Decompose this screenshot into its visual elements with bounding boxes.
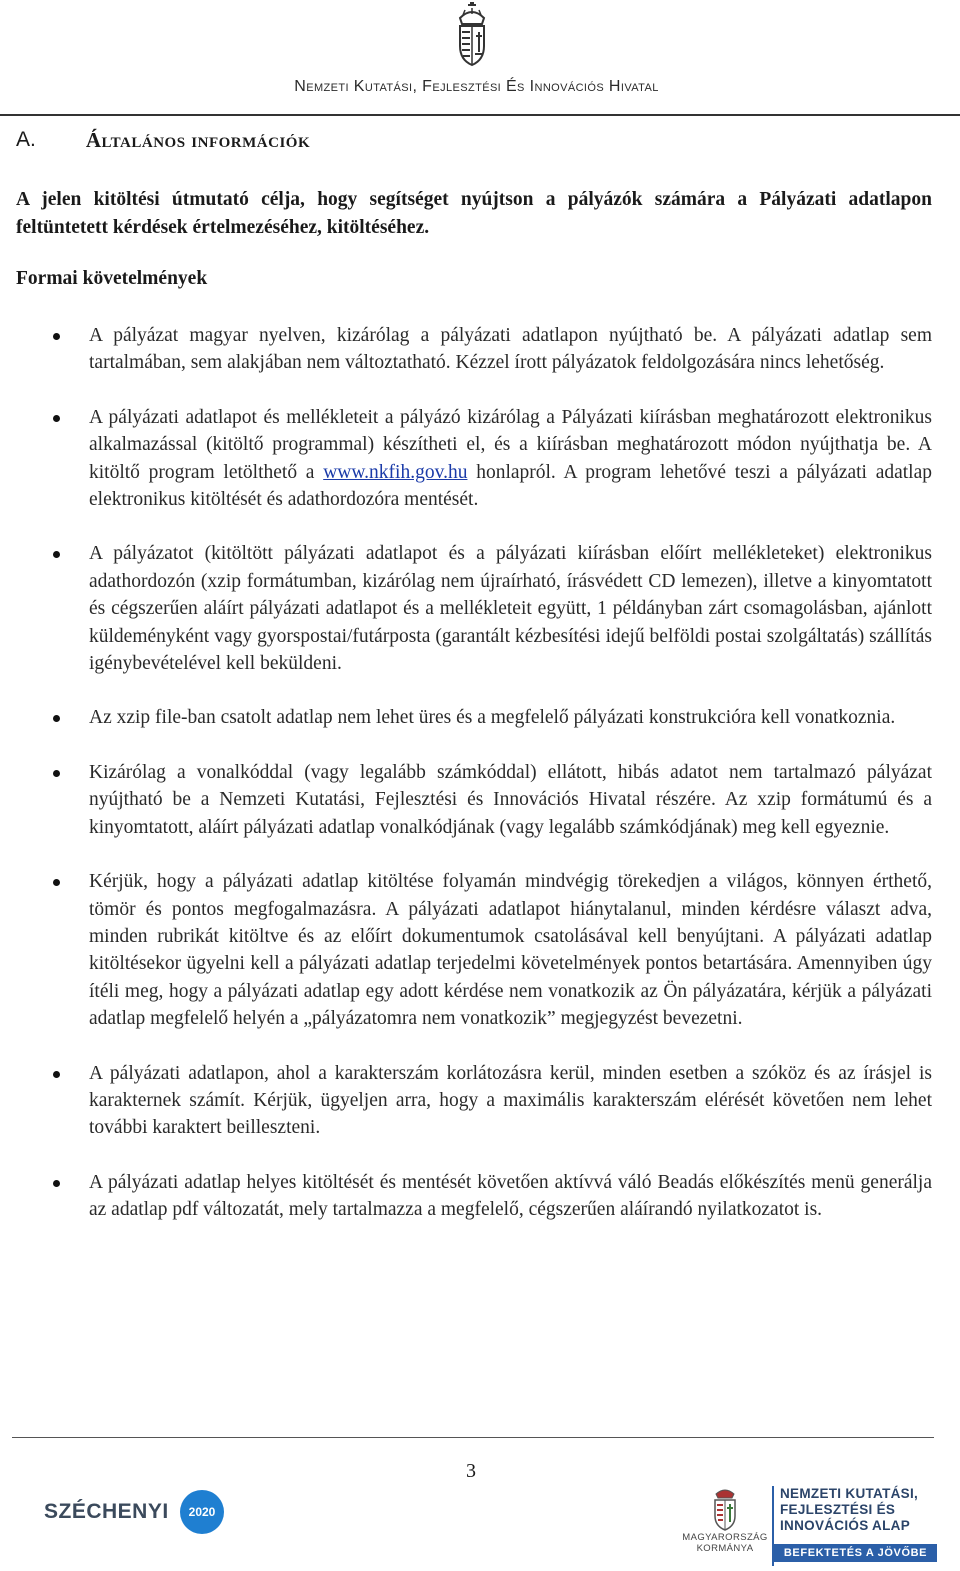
szechenyi-logo-text: SZÉCHENYI bbox=[44, 1500, 169, 1523]
list-item: A pályázati adatlap helyes kitöltését és mentését követően aktívvá váló Beadás előkészítés menü generálja az adatlap pdf változatát, mely tartalmazza a megfelelő, cégszerűen aláírandó nyilatkozatot is. bbox=[0, 1169, 932, 1224]
szechenyi-logo-badge: 2020 bbox=[180, 1490, 224, 1534]
government-logo-line1: MAGYARORSZÁG bbox=[682, 1532, 768, 1543]
hungarian-coat-of-arms-icon bbox=[455, 2, 489, 68]
bullet-icon bbox=[53, 879, 60, 886]
list-item: A pályázat magyar nyelven, kizárólag a pályázati adatlapon nyújtható be. A pályázati adatlap sem tartalmában, sem alakjában nem változtatható. Kézzel írott pályázatok feldolgozására nincs lehetőség. bbox=[0, 322, 932, 377]
page-header bbox=[0, 0, 960, 118]
bullet-icon bbox=[53, 715, 60, 722]
footer-divider bbox=[12, 1437, 934, 1438]
list-item: Kérjük, hogy a pályázati adatlap kitöltése folyamán mindvégig törekedjen a világos, könnyen érthető, tömör és pontos megfogalmazásra. A pályázati adatlapot hiánytalanul, minden kérdésre választ adva, minden rubrikát kitöltve és az előírt dokumentumok csatolásával kell benyújtani. A pályázati adatlap kitöltésekor ügyelni kell a pályázati adatlap terjedelmi követelmények pontos betartására. Amennyiben úgy ítéli meg, hogy a pályázati adatlap egy adott kérdése nem vonatkozik az Ön pályázatára, kérjük a pályázati adatlap megfelelő helyén a „pályázatomra nem vonatkozik” megjegyzést bevezetni. bbox=[0, 868, 932, 1032]
government-crest-icon bbox=[712, 1484, 738, 1532]
list-item: Kizárólag a vonalkóddal (vagy legalább számkóddal) ellátott, hibás adatot nem tartalmazó pályázat nyújtható be a Nemzeti Kutatási, Fejlesztési és Innovációs Hivatal részére. Az xzip formátumú és a kinyomtatott, aláírt pályázati adatlap vonalkódjának (vagy legalább számkódjának) meg kell egyeznie. bbox=[0, 759, 932, 841]
bullet-icon bbox=[53, 333, 60, 340]
nkfi-logo-line3: INNOVÁCIÓS ALAP bbox=[780, 1518, 911, 1533]
nkfih-website-link[interactable]: www.nkfih.gov.hu bbox=[323, 461, 468, 483]
list-item: Az xzip file-ban csatolt adatlap nem lehet üres és a megfelelő pályázati konstrukcióra kell vonatkoznia. bbox=[0, 704, 932, 731]
bullet-icon bbox=[53, 551, 60, 558]
agency-name: Nemzeti Kutatási, Fejlesztési És Innovációs Hivatal bbox=[294, 78, 659, 95]
nkfi-logo-line2: FEJLESZTÉSI ÉS bbox=[780, 1502, 896, 1517]
bullet-icon bbox=[53, 1071, 60, 1078]
list-item: A pályázati adatlapot és mellékleteit a pályázó kizárólag a Pályázati kiírásban meghatározott elektronikus alkalmazással (kitöltő programmal) készítheti el, és a kiírásban meghatározott módon nyújthatja be. A kitöltő program letölthető a www.nkfih.gov.hu honlapról. A program lehetővé teszi a pályázati adatlap elektronikus kitöltését és adathordozóra mentését. bbox=[0, 404, 932, 514]
header-divider bbox=[0, 114, 960, 116]
bullet-icon bbox=[53, 1180, 60, 1187]
bullet-icon bbox=[53, 415, 60, 422]
section-title bbox=[16, 128, 310, 153]
subheading: Formai követelmények bbox=[16, 268, 208, 289]
list-item: A pályázatot (kitöltött pályázati adatlapot és a pályázati kiírásban előírt mellékleteket) elektronikus adathordozón (xzip formátumban, kizárólag nem újraírható, írásvédett CD lemezen), illetve a kinyomtatott és cégszerűen aláírt pályázati adatlapot és a mellékleteit együtt, 1 példányban zárt csomagolásban, ajánlott küldeményként vagy gyorspostai/futárposta (garantált kézbesítési idejű belföldi postai szolgáltatás) szállítás igénybevételével kell beküldeni. bbox=[0, 540, 932, 677]
government-logo bbox=[680, 1484, 770, 1564]
nkfi-fund-logo bbox=[772, 1486, 939, 1566]
section-heading: Általános információk bbox=[85, 128, 311, 152]
intro-paragraph: A jelen kitöltési útmutató célja, hogy segítséget nyújtson a pályázók számára a Pályázati adatlapon feltüntetett kérdések értelmezéséhez, kitöltéséhez. bbox=[16, 189, 932, 238]
list-item: A pályázati adatlapon, ahol a karakterszám korlátozásra kerül, minden esetben a szóköz és az írásjel is karakternek számít. Kérjük, ügyeljen arra, hogy a maximális karakterszám elérését követően nem lehet további karaktert beilleszteni. bbox=[0, 1060, 932, 1142]
nkfi-logo-slogan: BEFEKTETÉS A JÖVŐBE bbox=[774, 1544, 937, 1562]
szechenyi-2020-logo bbox=[44, 1490, 224, 1554]
section-letter: A. bbox=[16, 128, 36, 151]
bullet-icon bbox=[53, 770, 60, 777]
requirements-list bbox=[0, 322, 960, 1251]
government-logo-line2: KORMÁNYA bbox=[696, 1543, 754, 1554]
page-number: 3 bbox=[466, 1460, 476, 1482]
nkfi-logo-line1: NEMZETI KUTATÁSI, bbox=[780, 1486, 919, 1501]
